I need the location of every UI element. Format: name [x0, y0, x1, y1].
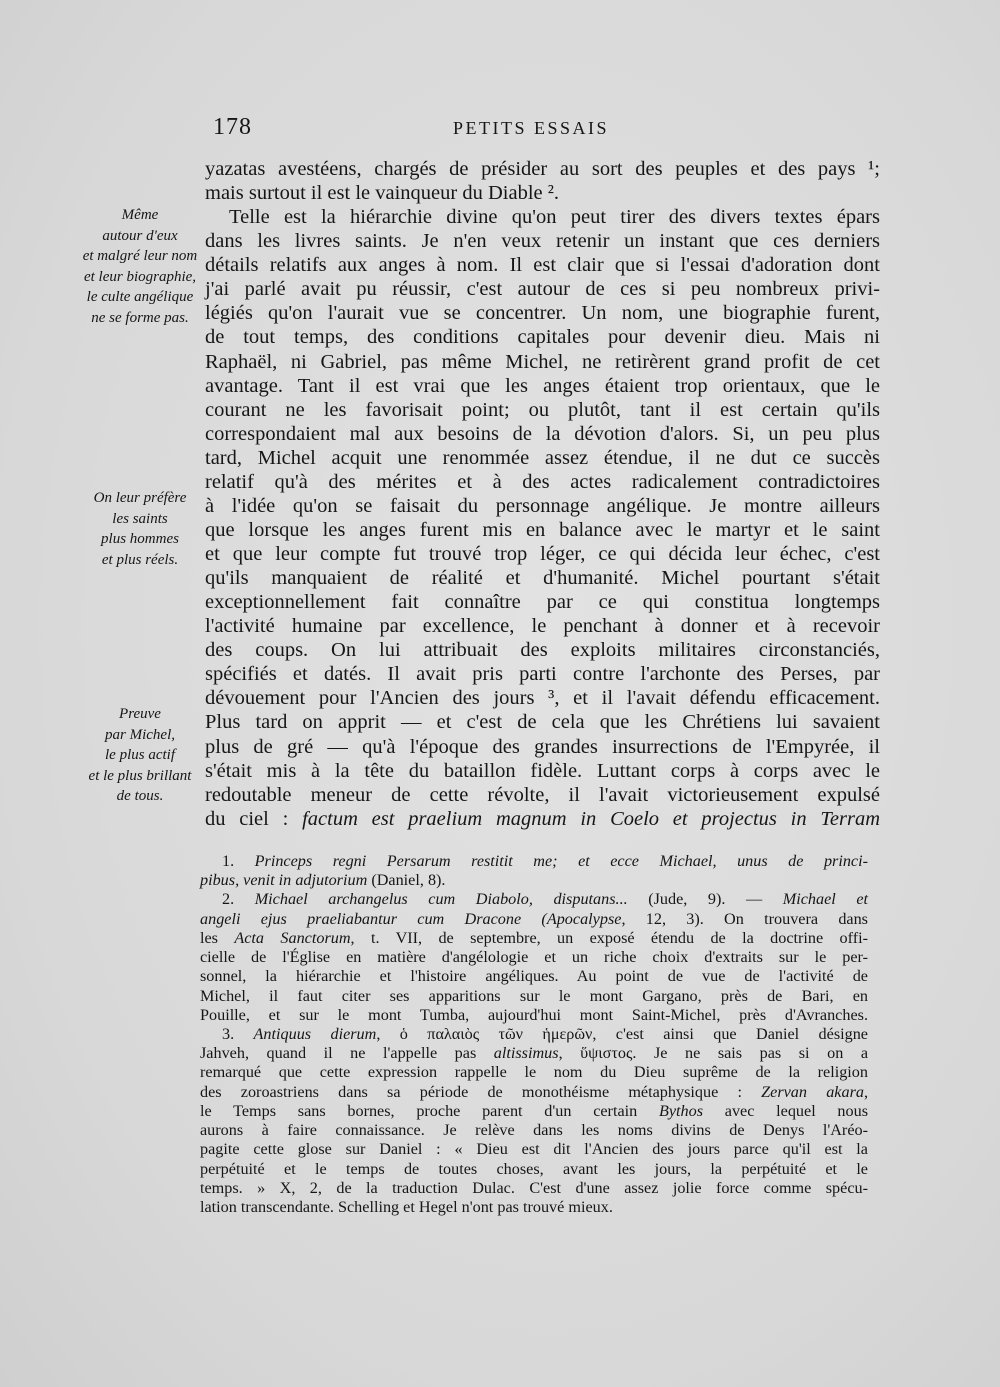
footnote-italic-text: Princeps regni Persarum restitit me; et ecce Michael, unus de princi- — [254, 852, 868, 870]
body-line: dans les livres saints. Je n'en veux retenir un instant que ces derniers — [205, 230, 880, 253]
footnote-line — [200, 1083, 868, 1102]
body-line: et que leur compte fut trouvé trop léger, ce qui décida leur échec, c'est — [205, 543, 880, 565]
body-line: à l'idée qu'on se faisait du personnage angélique. Je montre ailleurs — [205, 494, 880, 517]
footnote-line — [200, 987, 868, 1006]
footnote-text: le Temps sans bornes, proche parent d'un certain — [200, 1101, 659, 1120]
footnote-line — [200, 967, 868, 986]
footnote-line — [200, 1160, 868, 1179]
footnote-text: (Daniel, 8). — [367, 871, 446, 890]
footnote-text: sonnel, la hiérarchie et l'histoire angéliques. Au point de vue de l'activité de — [200, 967, 868, 986]
body-line: courant ne les favorisait point; ou plutôt, tant il est certain qu'ils — [205, 398, 880, 421]
margin-note-line: le plus actif — [105, 747, 175, 764]
footnote-text: perpétuité et le temps de toutes choses, avant les jours, la perpétuité et le — [200, 1159, 868, 1178]
footnote-text: Pouille, et sur le mont Tumba, aujourd'hui mont Saint-Michel, près d'Avranches. — [200, 1005, 868, 1024]
body-line: qu'ils manquaient de réalité et d'humanité. Michel pourtant s'était — [205, 567, 880, 590]
body-line: j'ai parlé avait pu réussir, c'est autour de ces si peu nombreux privi- — [205, 278, 880, 301]
footnote-text: , ὁ παλαιὸς τῶν ἡμερῶν, c'est ainsi que Daniel désigne — [376, 1024, 868, 1043]
body-line-final — [205, 807, 880, 831]
margin-note-line: et le plus brillant — [88, 767, 192, 784]
footnote-line — [200, 1025, 868, 1044]
body-line: Telle est la hiérarchie divine qu'on peut tirer des divers textes épars — [229, 206, 880, 229]
footnote-italic-text: Bythos — [658, 1101, 704, 1120]
body-line: l'activité humaine par excellence, le penchant à donner et à recevoir — [205, 615, 880, 638]
margin-note-line: ne se forme pas. — [91, 309, 189, 326]
footnote-italic-text: angeli ejus praeliabantur cum Dracone (Apocalypse — [200, 909, 622, 928]
margin-note-line: par Michel, — [105, 726, 175, 743]
body-line: correspondaient mal aux besoins de la dévotion d'alors. Si, un peu plus — [205, 422, 880, 445]
body-line: avantage. Tant il est vrai que les anges étaient trop orientaux, que le — [205, 374, 880, 397]
body-line: de tout temps, des conditions capitales pour devenir dieu. Mais ni — [205, 326, 880, 349]
margin-note-line: et plus réels. — [101, 551, 179, 568]
footnote-line — [200, 1179, 868, 1198]
footnote-italic-text: Zervan akara — [761, 1082, 864, 1101]
margin-note-line: On leur préfère — [93, 490, 187, 506]
margin-note-line: et malgré leur nom — [82, 248, 198, 265]
footnote-text: les — [200, 928, 235, 947]
footnote-line — [200, 871, 868, 890]
body-line: Raphaël, ni Gabriel, pas même Michel, ne retirèrent grand profit de cet — [205, 350, 880, 373]
footnote-text: cielle de l'Église en matière d'angélologie et un riche choix d'extraits sur le per- — [200, 948, 868, 967]
margin-note-1 — [70, 205, 210, 329]
footnote-italic-text: Michael et — [782, 890, 869, 909]
footnote-text: , — [863, 1082, 869, 1101]
footnote-text: , 12, 3). On trouvera dans — [621, 909, 868, 928]
margin-note-line: plus hommes — [101, 531, 179, 548]
body-line: s'était mis à la tête du bataillon fidèle. Luttant corps à corps avec le — [205, 759, 880, 782]
body-line: exceptionnellement fait connaître par ce qui constitua longtemps — [205, 591, 880, 614]
body-line: que lorsque les anges furent mis en balance avec le martyr et le saint — [205, 518, 880, 541]
footnote-text: lation transcendante. Schelling et Hegel n'ont pas trouvé mieux. — [200, 1197, 613, 1216]
footnotes — [200, 852, 868, 1217]
body-text — [205, 157, 880, 831]
footnote-line — [200, 1006, 868, 1025]
footnote-line — [200, 1198, 868, 1217]
body-line: yazatas avestéens, chargés de présider au sort des peuples et des pays ¹; — [205, 158, 880, 180]
footnote-line — [200, 1102, 868, 1121]
footnote-italic-text: Antiquus dierum — [253, 1024, 377, 1043]
footnote-line — [200, 1063, 868, 1082]
footnote-italic-text: Michael archangelus cum Diabolo, disputans... — [254, 890, 628, 909]
margin-note-line: Même — [121, 207, 159, 223]
footnote-text: 2. — [222, 890, 255, 909]
footnote-text: remarqué que cette expression rappelle le nom du Dieu suprême de la religion — [200, 1063, 868, 1082]
footnote-line — [200, 929, 868, 948]
footnote-text: Jahveh, quand il ne l'appelle pas — [200, 1044, 494, 1063]
footnote-text: pagite cette glose sur Daniel : « Dieu est dit l'Ancien des jours parce qu'il est la — [200, 1140, 868, 1159]
body-line: mais surtout il est le vainqueur du Diable ². — [205, 182, 560, 205]
body-line: redoutable meneur de cette révolte, il l'avait victorieusement expulsé — [205, 783, 880, 806]
margin-note-3 — [70, 704, 210, 807]
body-line: détails relatifs aux anges à nom. Il est clair que si l'essai d'adoration dont — [205, 254, 880, 277]
footnote-line — [200, 890, 868, 909]
footnote-italic-text: Acta Sanctorum — [234, 928, 351, 947]
body-line: Plus tard on apprit — et c'est de cela que les Chrétiens lui savaient — [205, 711, 880, 734]
body-line: relatif qu'à des mérites et à des actes radicalement contradictoires — [205, 470, 880, 493]
footnote-italic-text: altissimus — [493, 1044, 559, 1063]
footnote-text: 1. — [222, 852, 255, 870]
footnote-text: des zoroastriens dans sa période de monothéisme métaphysique : — [200, 1082, 762, 1101]
body-line: des coups. On lui attribuait des exploits militaires circonstanciés, — [205, 639, 880, 662]
margin-note-2 — [70, 488, 210, 570]
footnote-text: 3. — [222, 1024, 254, 1043]
margin-note-line: de tous. — [116, 788, 164, 805]
body-line: dévouement pour l'Ancien des jours ³, et il l'avait défendu efficacement. — [205, 687, 880, 710]
footnote-line — [200, 852, 868, 871]
page-header — [210, 114, 880, 144]
footnote-text: (Jude, 9). — — [627, 890, 783, 909]
footnote-text: Michel, il faut citer ses apparitions sur le mont Gargano, près de Bari, en — [200, 986, 868, 1005]
margin-note-line: les saints — [112, 510, 168, 527]
body-line: tard, Michel acquit une renommée assez étendue, il ne dut ce succès — [205, 446, 880, 469]
body-line: spécifiés et datés. Il avait pris parti contre l'archonte des Perses, par — [205, 663, 880, 686]
body-line-text: du ciel : — [205, 807, 303, 830]
margin-note-line: Preuve — [119, 706, 161, 722]
footnote-text: , ὕψιστος. Je ne sais pas si on a — [558, 1044, 869, 1063]
body-line: plus de gré — qu'à l'époque des grandes insurrections de l'Empyrée, il — [205, 735, 880, 758]
footnote-text: aurons à faire connaissance. Je relève dans les noms divins de Denys l'Aréo- — [200, 1121, 868, 1140]
footnote-line — [200, 1140, 868, 1159]
running-head: PETITS ESSAIS — [453, 118, 610, 138]
footnote-line — [200, 948, 868, 967]
footnote-text: temps. » X, 2, de la traduction Dulac. C'est d'une assez jolie force comme spécu- — [200, 1178, 868, 1197]
footnote-line — [200, 1121, 868, 1140]
margin-note-line: autour d'eux — [102, 227, 178, 244]
latin-quotation: factum est praelium magnum in Coelo et projectus in Terram — [302, 807, 880, 830]
margin-note-line: le culte angélique — [86, 289, 194, 306]
footnote-line — [200, 910, 868, 929]
body-line: légiés qu'on l'aurait vue se concentrer. Un nom, une biographie furent, — [205, 302, 880, 325]
footnote-text: avec lequel nous — [703, 1101, 869, 1120]
margin-note-line: et leur biographie, — [83, 268, 197, 285]
footnote-italic-text: pibus, venit in adjutorium — [200, 871, 368, 890]
footnote-text: , t. VII, de septembre, un exposé étendu de la doctrine offi- — [350, 928, 869, 947]
footnote-line — [200, 1044, 868, 1063]
page-number: 178 — [213, 114, 252, 140]
